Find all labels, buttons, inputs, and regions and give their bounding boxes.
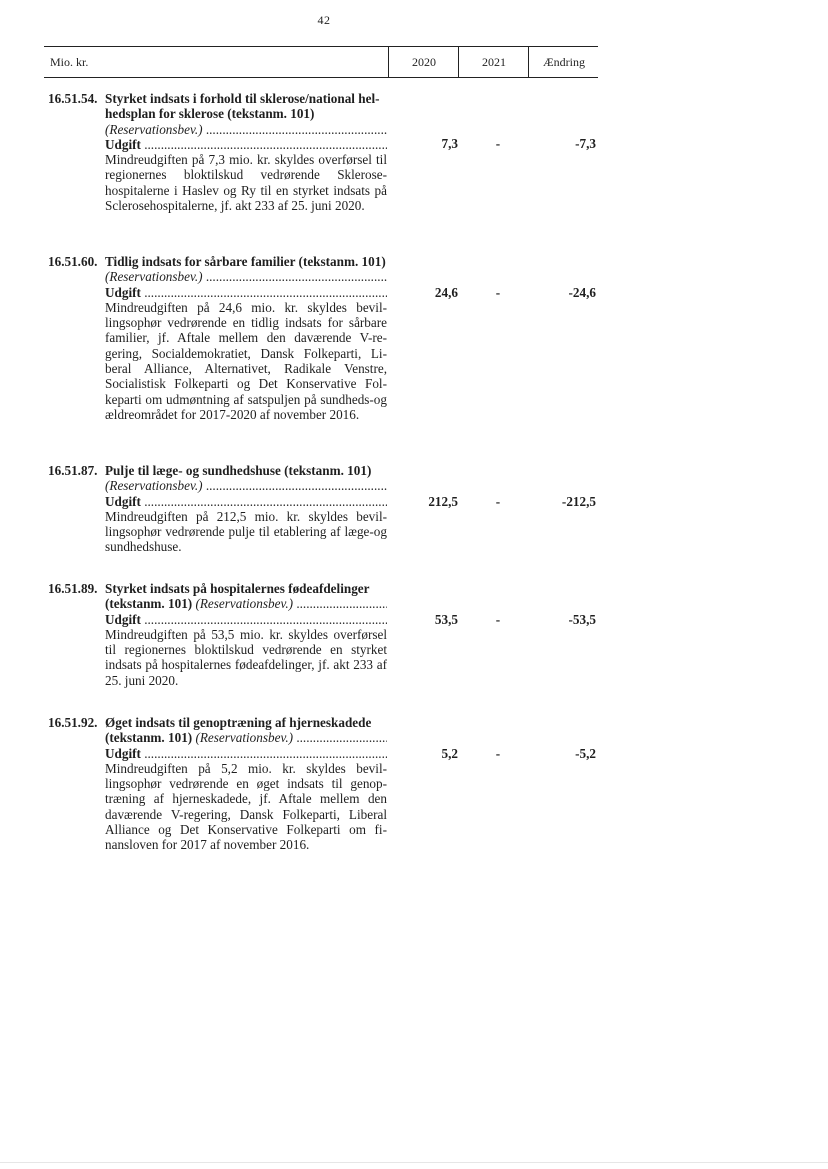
entry-number: 16.51.92.: [48, 715, 98, 730]
entry-title-line: Pulje til læge- og sundhedshuse (tekstanm. 101): [105, 463, 372, 478]
reservation-line: [105, 596, 387, 611]
dot-leader: [144, 494, 387, 509]
reservation-label: (Reservationsbev.): [105, 121, 203, 137]
reservation-label: (Reservationsbev.): [105, 478, 203, 494]
column-header-row: [44, 46, 598, 78]
value-2020: 7,3: [441, 136, 458, 151]
dot-leader: [144, 612, 387, 627]
reservation-line: [105, 478, 387, 493]
reservation-label: (Reservationsbev.): [195, 596, 294, 612]
dot-leader: [144, 285, 387, 300]
value-2020: 24,6: [434, 285, 458, 300]
udgift-label: Udgift: [105, 745, 141, 761]
value-2020: 5,2: [441, 746, 458, 761]
year-2021-header: 2021: [458, 47, 529, 77]
value-2021: -: [495, 612, 501, 627]
value-change: -7,3: [575, 136, 596, 151]
udgift-label: Udgift: [105, 284, 141, 300]
entry-title-tail: (tekstanm. 101): [105, 596, 193, 612]
value-change: -212,5: [561, 494, 596, 509]
entry-body: [105, 715, 387, 853]
entry-title-line: Tidlig indsats for sårbare familier (tekstanm. 101): [105, 254, 386, 269]
value-2021: -: [495, 494, 501, 509]
entry-title-tail: (tekstanm. 101): [105, 730, 193, 746]
page-bottom-edge: [0, 1162, 828, 1163]
value-change: -5,2: [575, 746, 596, 761]
reservation-line: [105, 730, 387, 745]
change-header: Ændring: [528, 47, 599, 77]
dot-leader: [206, 269, 387, 284]
value-change: -24,6: [568, 285, 596, 300]
entry-description: Mindreudgiften på 5,2 mio. kr. skyldes bevil-lingsophør vedrørende en øget indsats til genop-træning af hjerneskadede, jf. Aftale mellem den daværende V-regering, Dansk Folkeparti, Liberal Alliance og Det Konservative Folkeparti om fi-nansloven for 2017 af november 2016.: [105, 760, 387, 853]
entry-body: [105, 91, 387, 213]
udgift-line: [105, 285, 387, 300]
entry-body: [105, 463, 387, 555]
udgift-line: [105, 494, 387, 509]
value-2020: 212,5: [428, 494, 458, 509]
entry-number: 16.51.87.: [48, 463, 98, 478]
entry-title-line: Styrket indsats i forhold til sklerose/national hel-: [105, 91, 380, 106]
entry-body: [105, 581, 387, 688]
reservation-line: [105, 269, 387, 284]
page-number: 42: [317, 13, 331, 27]
year-2020-header: 2020: [388, 47, 459, 77]
entry-number: 16.51.89.: [48, 581, 98, 596]
dot-leader: [206, 122, 387, 137]
entry-number: 16.51.60.: [48, 254, 98, 269]
value-2021: -: [495, 746, 501, 761]
dot-leader: [296, 730, 387, 745]
entry-number: 16.51.54.: [48, 91, 98, 106]
value-2021: -: [495, 136, 501, 151]
udgift-label: Udgift: [105, 493, 141, 509]
entry-description: Mindreudgiften på 7,3 mio. kr. skyldes overførsel til regionernes bloktilskud vedrørende Sklerose-hospitalerne i Haslev og Ry til en styrket indsats på Sclerosehospitalerne, jf. akt 233 af 25. juni 2020.: [105, 152, 387, 214]
udgift-line: [105, 746, 387, 761]
value-change: -53,5: [568, 612, 596, 627]
udgift-line: [105, 137, 387, 152]
udgift-label: Udgift: [105, 611, 141, 627]
entry-description: Mindreudgiften på 212,5 mio. kr. skyldes bevil-lingsophør vedrørende pulje til etablering af læge-og sundhedshuse.: [105, 508, 387, 555]
dot-leader: [296, 596, 387, 611]
value-2021: -: [495, 285, 501, 300]
dot-leader: [144, 137, 387, 152]
udgift-line: [105, 612, 387, 627]
udgift-label: Udgift: [105, 136, 141, 152]
entry-title-line: Øget indsats til genoptræning af hjerneskadede: [105, 715, 372, 730]
reservation-line: [105, 122, 387, 137]
dot-leader: [206, 478, 387, 493]
reservation-label: (Reservationsbev.): [195, 730, 294, 746]
unit-header: Mio. kr.: [50, 55, 89, 69]
entry-description: Mindreudgiften på 53,5 mio. kr. skyldes overførsel til regionernes bloktilskud vedrørende en styrket indsats på hospitalernes fødeafdelinger, jf. akt 233 af 25. juni 2020.: [105, 626, 387, 688]
entry-description: Mindreudgiften på 24,6 mio. kr. skyldes bevil-lingsophør vedrørende en tidlig indsats for sårbare familier, jf. Aftale mellem den daværende V-re-gering, Socialdemokratiet, Dansk Folkeparti, Li-beral Alliance, Alternativet, Radikale Venstre, Socialistisk Folkeparti og Det Konservative Fol-keparti om udmøntning af satspuljen på sundheds-og ældreområdet for 2017-2020 af november 2016.: [105, 299, 387, 422]
entry-title-line: Styrket indsats på hospitalernes fødeafdelinger: [105, 581, 370, 596]
value-2020: 53,5: [434, 612, 458, 627]
entry-title-line: hedsplan for sklerose (tekstanm. 101): [105, 106, 315, 122]
entry-body: [105, 254, 387, 422]
dot-leader: [144, 746, 387, 761]
reservation-label: (Reservationsbev.): [105, 269, 203, 285]
